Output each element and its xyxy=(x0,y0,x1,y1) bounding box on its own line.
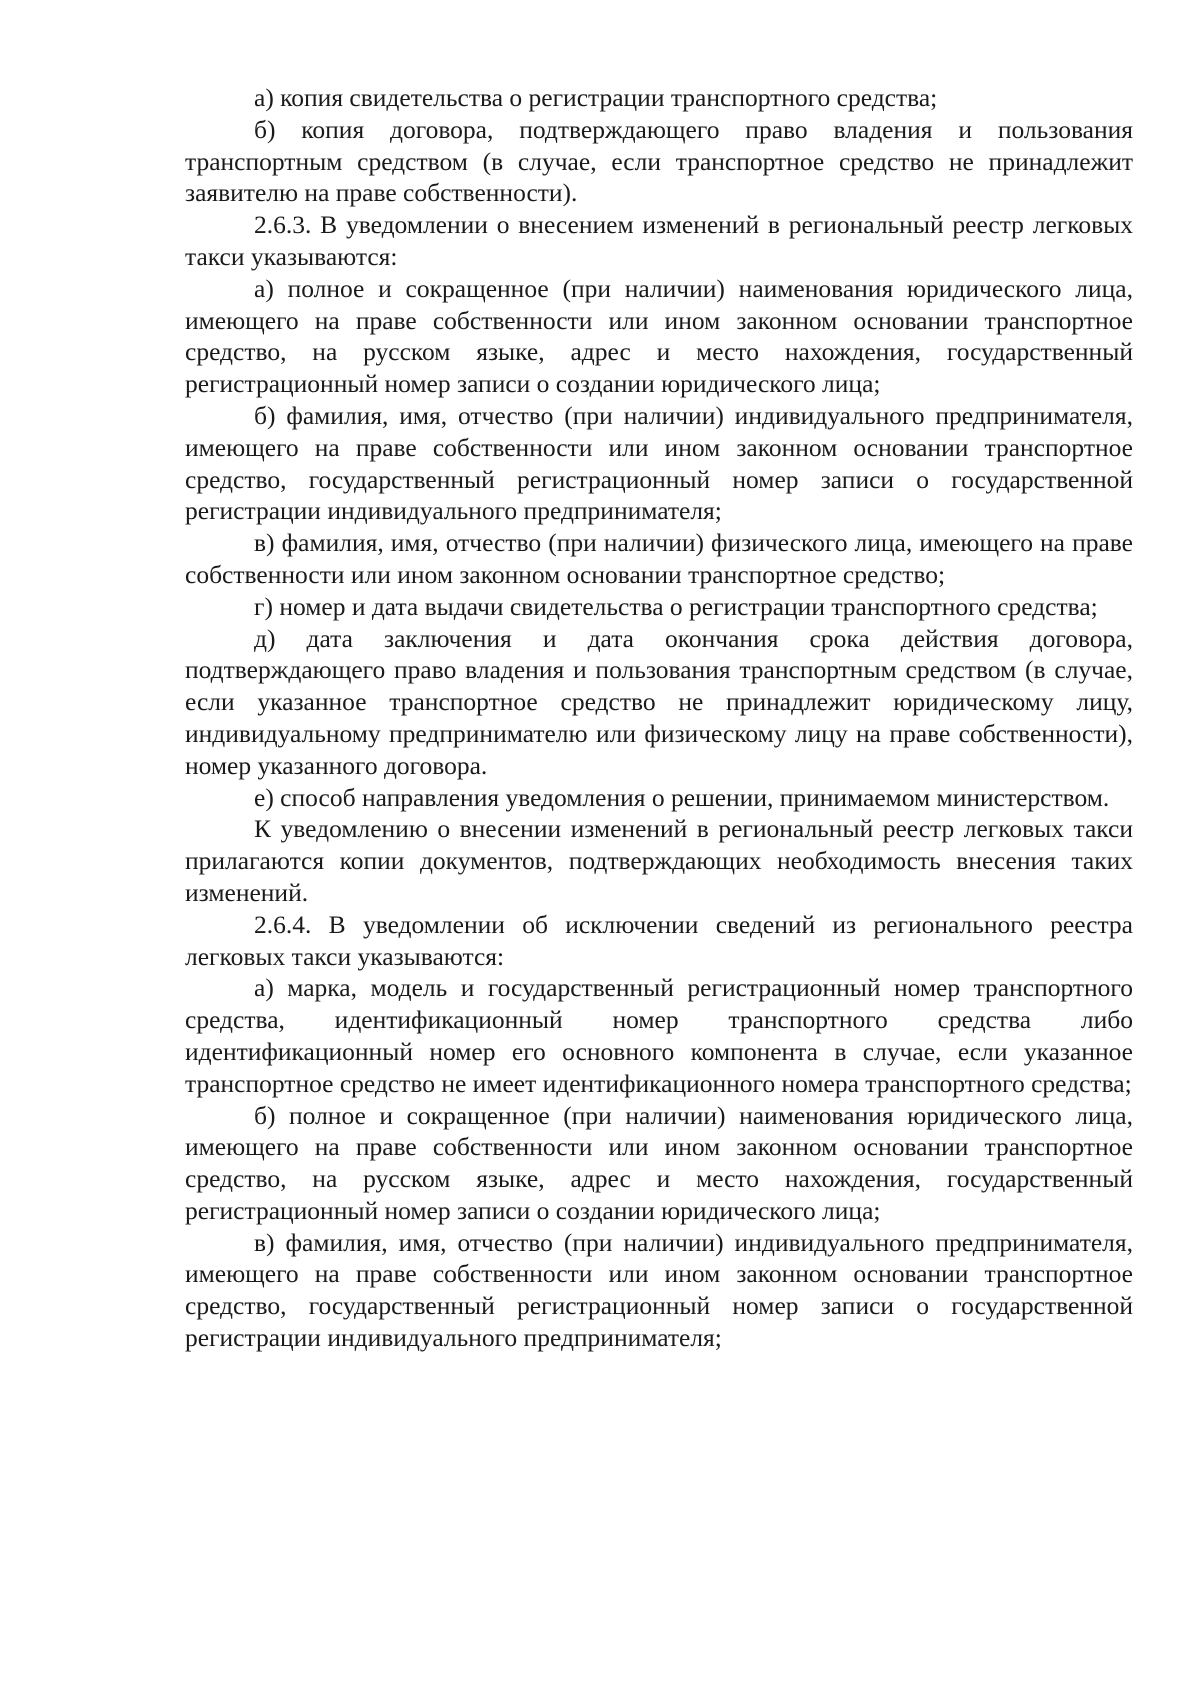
paragraph-entrepreneur-name-exclusion: в) фамилия, имя, отчество (при наличии) индивидуального предпринимателя, имеющего на праве собственности или ином законном основании транспортное средство, государственный регистрационный номер записи о государственной регистрации индивидуального предпринимателя; xyxy=(185,1227,1133,1353)
document-page xyxy=(185,82,1133,1354)
paragraph-legal-entity-name-exclusion: б) полное и сокращенное (при наличии) наименования юридического лица, имеющего на праве собственности или ином законном основании транспортное средство, на русском языке, адрес и место нахождения, государственный регистрационный номер записи о создании юридического лица; xyxy=(185,1100,1133,1225)
paragraph-copy-registration-certificate: а) копия свидетельства о регистрации транспортного средства; xyxy=(254,83,938,112)
paragraph-legal-entity-name: а) полное и сокращенное (при наличии) наименования юридического лица, имеющего на праве собственности или ином законном основании транспортное средство, на русском языке, адрес и место нахождения, государственный регистрационный номер записи о создании юридического лица; xyxy=(185,273,1133,399)
paragraph-individual-name: в) фамилия, имя, отчество (при наличии) физического лица, имеющего на праве собственности или ином законном основании транспортное средство; xyxy=(185,528,1133,589)
paragraph-section-2-6-4: 2.6.4. В уведомлении об исключении сведений из регионального реестра легковых такси указываются: xyxy=(185,909,1133,971)
paragraph-contract-dates: д) дата заключения и дата окончания срока действия договора, подтверждающего право владения и пользования транспортным средством (в случае, если указанное транспортное средство не принадлежит юридическому лицу, индивидуальному предпринимателю или физическому лицу на праве собственности), номер указанного договора. xyxy=(185,623,1133,780)
paragraph-notification-method: е) способ направления уведомления о решении, принимаемом министерством. xyxy=(254,782,1110,812)
paragraph-attachments: К уведомлению о внесении изменений в региональный реестр легковых такси прилагаются копии документов, подтверждающих необходимость внесения таких изменений. xyxy=(185,814,1133,907)
paragraph-copy-ownership-contract: б) копия договора, подтверждающего право владения и пользования транспортным средством (в случае, если транспортное средство не принадлежит заявителю на праве собственности). xyxy=(185,114,1133,208)
paragraph-certificate-number-date: г) номер и дата выдачи свидетельства о регистрации транспортного средства; xyxy=(254,591,1098,621)
paragraph-section-2-6-3: 2.6.3. В уведомлении о внесением изменений в региональный реестр легковых такси указываются: xyxy=(185,210,1133,271)
paragraph-vehicle-identification: а) марка, модель и государственный регистрационный номер транспортного средства, идентификационный номер транспортного средства либо идентификационный номер его основного компонента в случае, если указанное транспортное средство не имеет идентификационного номера транспортного средства; xyxy=(185,973,1133,1098)
paragraph-entrepreneur-name: б) фамилия, имя, отчество (при наличии) индивидуального предпринимателя, имеющего на праве собственности или ином законном основании транспортное средство, государственный регистрационный номер записи о государственной регистрации индивидуального предпринимателя; xyxy=(185,400,1133,526)
